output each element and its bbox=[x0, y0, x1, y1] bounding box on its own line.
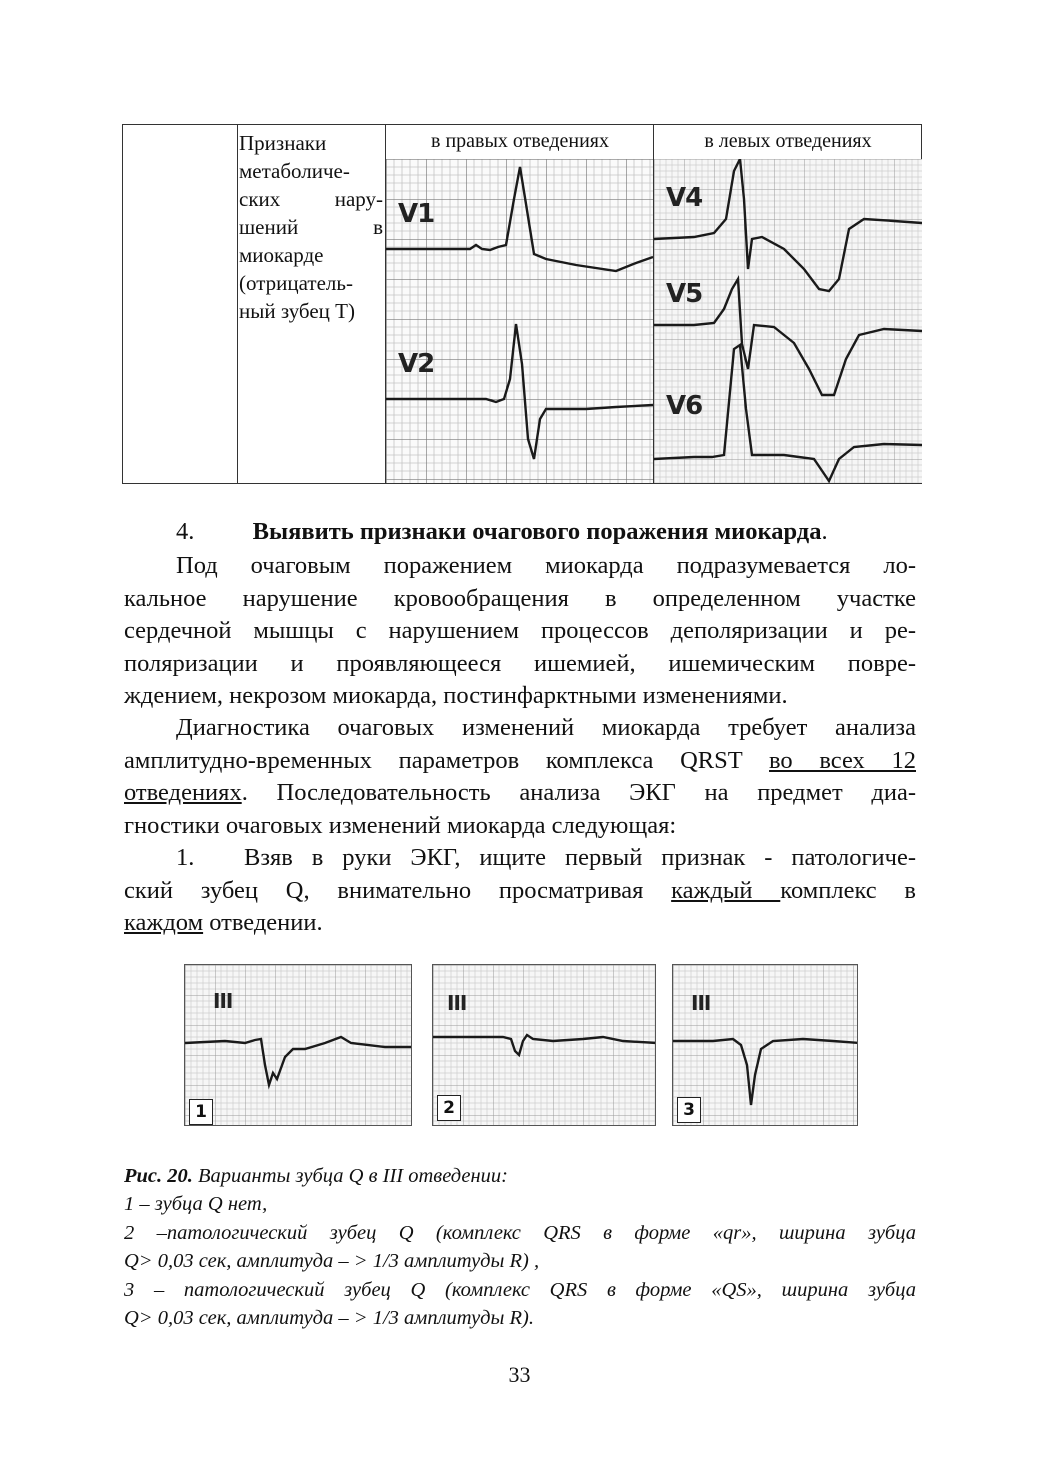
page-number: 33 bbox=[508, 1362, 531, 1387]
lead-label-iii: III bbox=[691, 991, 711, 1015]
ecg-table bbox=[122, 124, 922, 484]
row-label: Признаки метаболиче- ских нару- шений в миокарде (отрицатель- ный зубец Т) bbox=[239, 131, 383, 323]
list-item-1: 1. Взяв в руки ЭКГ, ищите первый признак - патологиче- ский зубец Q, внимательно просматривая каждый комплекс в каждом отведении. bbox=[124, 844, 916, 936]
paragraph-1: Под очаговым поражением миокарда подразумевается ло- кальное нарушение кровообращения в определенном участке сердечной мышцы с нарушением процессов деполяризации и ре- поляризации и проявляющееся ишемией, ишемическим повре- ждением, некрозом миокарда, постинфарктными изменениями. bbox=[124, 552, 916, 709]
lead-label-v6: V6 bbox=[666, 391, 703, 421]
caption-line-1: 1 – зубца Q нет, bbox=[124, 1193, 268, 1215]
lead-label-v4: V4 bbox=[666, 183, 703, 213]
caption-label: Рис. 20. bbox=[124, 1165, 193, 1187]
lead-label-v1: V1 bbox=[398, 199, 435, 229]
ecg-panel-3 bbox=[672, 964, 858, 1126]
caption-line-3: Q> 0,03 сек, амплитуда – > 1/3 амплитуды R) , bbox=[124, 1250, 540, 1272]
paragraph-2: Диагностика очаговых изменений миокарда требует анализа амплитудно-временных параметров комплекса QRST во всех 12 отведениях. Последовательность анализа ЭКГ на предмет диа- гностики очаговых изменений миокарда следующая: bbox=[124, 714, 916, 839]
lead-label-iii: III bbox=[447, 991, 467, 1015]
column-header-left: в левых отведениях bbox=[704, 130, 872, 152]
caption-line-2: 2 –патологический зубец Q (комплекс QRS в форме «qr», ширина зубца bbox=[124, 1222, 916, 1244]
panel-number-3: 3 bbox=[677, 1097, 701, 1123]
figure-caption-title: Рис. 20. Варианты зубца Q в III отведении: bbox=[124, 1165, 508, 1187]
column-header-right: в правых отведениях bbox=[431, 130, 609, 152]
ecg-right-leads bbox=[386, 159, 653, 483]
caption-line-5: Q> 0,03 сек, амплитуда – > 1/3 амплитуды R). bbox=[124, 1307, 534, 1329]
panel-number-1: 1 bbox=[189, 1099, 213, 1125]
section-title: Выявить признаки очагового поражения миокарда bbox=[252, 518, 822, 545]
panel-number-2: 2 bbox=[437, 1095, 461, 1121]
ecg-left-leads bbox=[654, 159, 922, 483]
section-number: 4. bbox=[176, 518, 195, 545]
item-number: 1. bbox=[176, 844, 195, 871]
section-heading: 4. Выявить признаки очагового поражения миокарда. bbox=[176, 518, 828, 545]
caption-line-4: 3 – патологический зубец Q (комплекс QRS в форме «QS», ширина зубца bbox=[124, 1279, 916, 1301]
table-divider bbox=[237, 125, 238, 483]
ecg-panel-1 bbox=[184, 964, 412, 1126]
lead-label-iii: III bbox=[213, 989, 233, 1013]
lead-label-v5: V5 bbox=[666, 279, 703, 309]
ecg-panel-2 bbox=[432, 964, 656, 1126]
lead-label-v2: V2 bbox=[398, 349, 435, 379]
